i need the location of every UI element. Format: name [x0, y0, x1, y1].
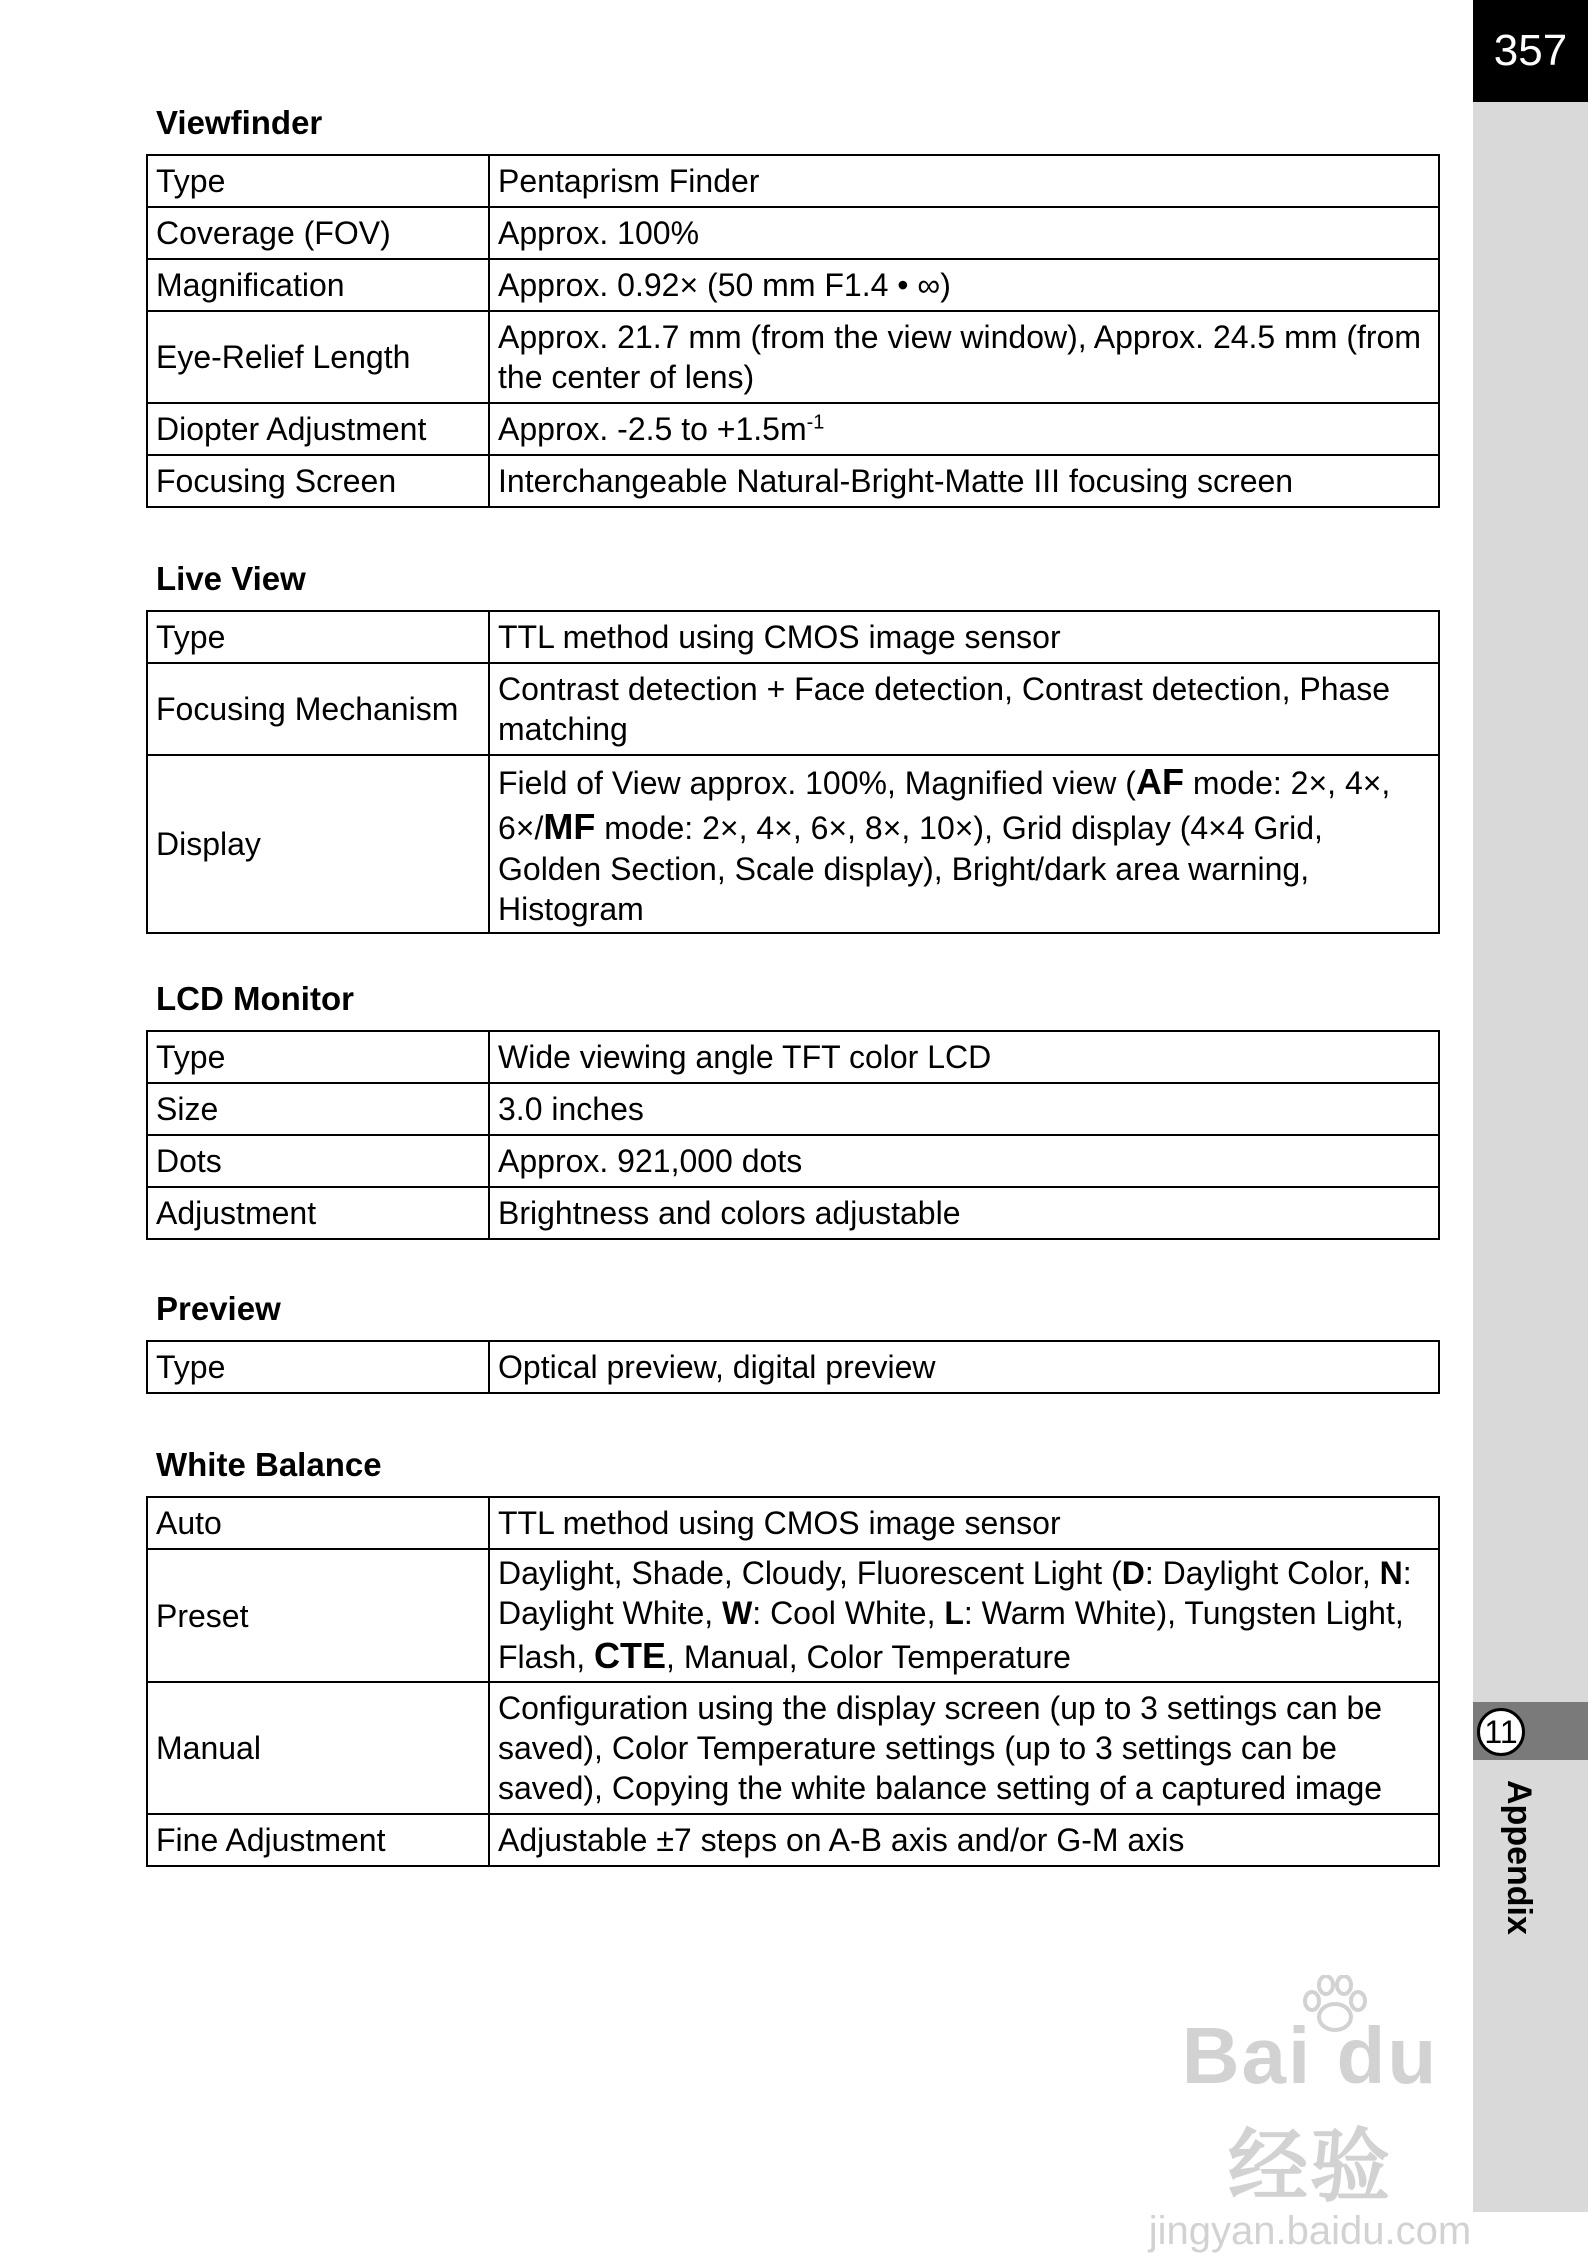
- preset-l-label: L: [944, 1595, 964, 1631]
- table-row: [147, 455, 1439, 507]
- spec-key: Diopter Adjustment: [147, 403, 489, 455]
- spec-value: Wide viewing angle TFT color LCD: [489, 1031, 1439, 1083]
- table-row: [147, 1187, 1439, 1239]
- spec-value: Contrast detection + Face detection, Contrast detection, Phase matching: [489, 663, 1439, 755]
- table-row: [147, 403, 1439, 455]
- spec-key: Eye-Relief Length: [147, 311, 489, 403]
- table-row: [147, 1497, 1439, 1549]
- table-row: [147, 755, 1439, 933]
- spec-value: Brightness and colors adjustable: [489, 1187, 1439, 1239]
- spec-value: [489, 403, 1439, 455]
- spec-key: Adjustment: [147, 1187, 489, 1239]
- text-run: , Manual, Color Temperature: [666, 1639, 1071, 1675]
- superscript: -1: [806, 411, 825, 434]
- spec-key: Focusing Mechanism: [147, 663, 489, 755]
- text-run: : Cool White,: [752, 1595, 945, 1631]
- spec-value: Pentaprism Finder: [489, 155, 1439, 207]
- cte-icon: CTE: [594, 1635, 667, 1676]
- section-title-viewfinder: Viewfinder: [156, 104, 323, 141]
- table-row: [147, 663, 1439, 755]
- table-row: [147, 1814, 1439, 1866]
- spec-value: Optical preview, digital preview: [489, 1341, 1439, 1393]
- spec-value: Configuration using the display screen (up to 3 settings can be saved), Color Temperature settings (up to 3 settings can be saved), Copying the white balance setting of a captured image: [489, 1682, 1439, 1814]
- spec-value: Approx. 0.92× (50 mm F1.4 • ∞): [489, 259, 1439, 311]
- spec-key: Coverage (FOV): [147, 207, 489, 259]
- text-run: : Warm White), Tungsten Light, Flash,: [498, 1595, 1404, 1675]
- section-title-white-balance: White Balance: [156, 1446, 382, 1483]
- section-title-preview: Preview: [156, 1290, 281, 1327]
- spec-key: Fine Adjustment: [147, 1814, 489, 1866]
- spec-key: Size: [147, 1083, 489, 1135]
- spec-value: [489, 1549, 1439, 1682]
- spec-key: Type: [147, 611, 489, 663]
- watermark: [1130, 2010, 1490, 2253]
- table-row: [147, 1083, 1439, 1135]
- mf-mode-icon: MF: [543, 806, 596, 847]
- section-title-lcd-monitor: LCD Monitor: [156, 980, 354, 1017]
- spec-value: 3.0 inches: [489, 1083, 1439, 1135]
- spec-value: TTL method using CMOS image sensor: [489, 1497, 1439, 1549]
- spec-value: Approx. 921,000 dots: [489, 1135, 1439, 1187]
- table-row: [147, 259, 1439, 311]
- lcd-monitor-table: [146, 1030, 1440, 1240]
- spec-key: Type: [147, 1341, 489, 1393]
- table-row: [147, 311, 1439, 403]
- spec-key: Magnification: [147, 259, 489, 311]
- table-row: [147, 1031, 1439, 1083]
- spec-key: Preset: [147, 1549, 489, 1682]
- text-run: Field of View approx. 100%, Magnified view (: [498, 765, 1136, 801]
- spec-value: [489, 755, 1439, 933]
- text-run: Daylight, Shade, Cloudy, Fluorescent Light (: [498, 1555, 1122, 1591]
- table-row: [147, 1341, 1439, 1393]
- live-view-table: [146, 610, 1440, 934]
- table-row: [147, 1135, 1439, 1187]
- watermark-url: jingyan.baidu.com: [1148, 2209, 1472, 2253]
- spec-value: Adjustable ±7 steps on A-B axis and/or G-M axis: [489, 1814, 1439, 1866]
- page-number: 357: [1473, 0, 1588, 102]
- spec-value: Approx. 100%: [489, 207, 1439, 259]
- text-run: : Daylight Color,: [1144, 1555, 1380, 1591]
- spec-key: Type: [147, 1031, 489, 1083]
- spec-key: Type: [147, 155, 489, 207]
- spec-key: Focusing Screen: [147, 455, 489, 507]
- chapter-label: Appendix: [1500, 1780, 1538, 1935]
- spec-value: Interchangeable Natural-Bright-Matte III focusing screen: [489, 455, 1439, 507]
- preview-table: [146, 1340, 1440, 1394]
- white-balance-table: [146, 1496, 1440, 1867]
- table-row: [147, 155, 1439, 207]
- section-title-live-view: Live View: [156, 560, 306, 597]
- text-run: mode: 2×, 4×, 6×/: [498, 765, 1391, 846]
- spec-value: TTL method using CMOS image sensor: [489, 611, 1439, 663]
- spec-key: Display: [147, 755, 489, 933]
- text-run: mode: 2×, 4×, 6×, 8×, 10×), Grid display (4×4 Grid, Golden Section, Scale display), Bright/dark area warning, Histogram: [498, 810, 1323, 927]
- spec-value-text: Approx. -2.5 to +1.5m: [498, 411, 807, 447]
- viewfinder-table: [146, 154, 1440, 508]
- table-row: [147, 1682, 1439, 1814]
- spec-key: Auto: [147, 1497, 489, 1549]
- preset-d-label: D: [1121, 1555, 1145, 1591]
- chapter-number: 11: [1477, 1708, 1525, 1756]
- spec-value: Approx. 21.7 mm (from the view window), Approx. 24.5 mm (from the center of lens): [489, 311, 1439, 403]
- spec-key: Dots: [147, 1135, 489, 1187]
- af-mode-icon: AF: [1135, 761, 1184, 802]
- table-row: [147, 1549, 1439, 1682]
- preset-w-label: W: [722, 1595, 753, 1631]
- spec-key: Manual: [147, 1682, 489, 1814]
- watermark-logo: Bai du 经验: [1181, 2011, 1439, 2211]
- text-run: : Daylight White,: [498, 1555, 1412, 1631]
- table-row: [147, 207, 1439, 259]
- preset-n-label: N: [1379, 1555, 1403, 1591]
- table-row: [147, 611, 1439, 663]
